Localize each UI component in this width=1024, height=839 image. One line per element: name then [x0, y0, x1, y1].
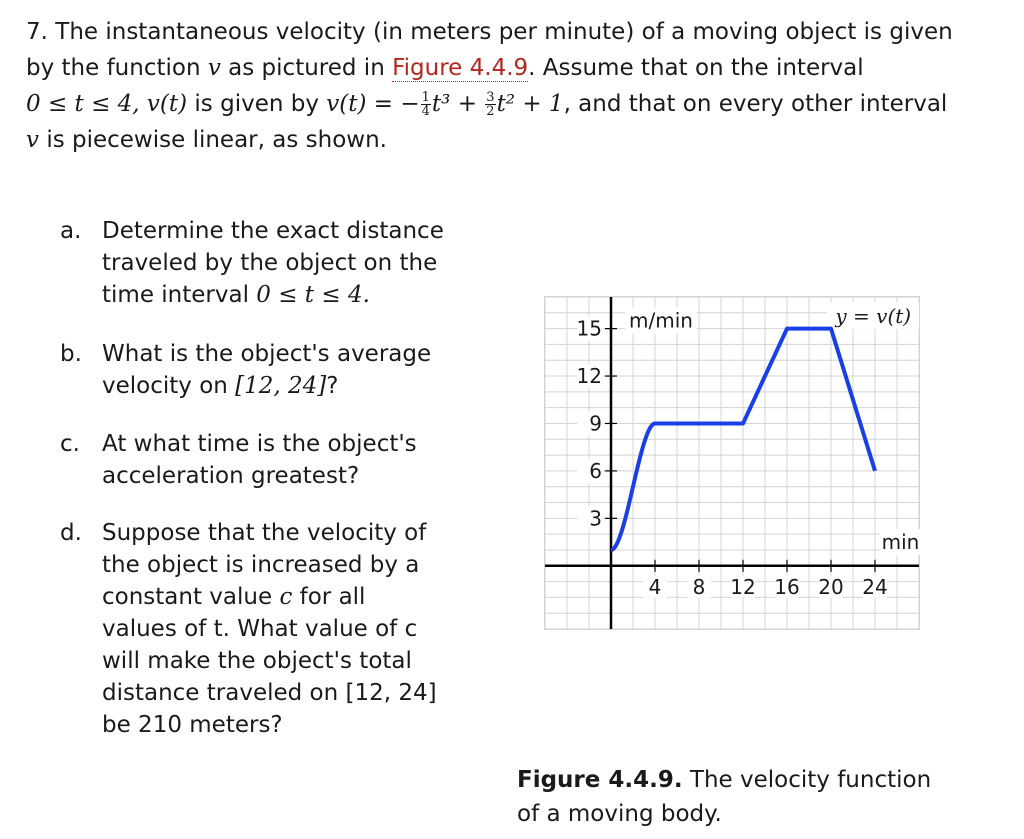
x-tick-label: 20	[818, 574, 844, 599]
x-axis-label: min	[881, 529, 920, 554]
problem-line-4	[26, 122, 986, 158]
y-tick-label: 6	[589, 458, 602, 483]
problem-text-2a: by the function	[26, 55, 201, 81]
problem-line-3	[26, 86, 986, 122]
question-label: d.	[60, 520, 82, 546]
x-tick-label: 8	[692, 574, 706, 599]
frac1-num: 1	[421, 90, 430, 105]
problem-statement	[26, 14, 986, 158]
problem-text-3a: is given by	[194, 91, 319, 117]
formula-part-a: v(t) = −	[326, 91, 420, 117]
question-after: for all values of t. What value of c will make the object's total distance traveled on [12, 24] be 210 meters?	[102, 584, 437, 738]
formula-part-c: t² + 1	[496, 91, 564, 117]
velocity-chart	[544, 296, 920, 630]
y-tick-label: 3	[589, 506, 602, 531]
problem-text-4: is piecewise linear, as shown.	[46, 127, 387, 153]
frac1-den: 4	[421, 104, 430, 119]
x-tick-label: 4	[648, 574, 662, 599]
question-label: a.	[60, 218, 82, 244]
fraction-1-4	[421, 91, 431, 118]
function-var-2: v	[26, 127, 39, 153]
y-tick-label: 15	[576, 316, 602, 341]
problem-text-1: The instantaneous velocity (in meters per minute) of a moving object is given	[55, 19, 953, 45]
x-tick-label: 16	[774, 574, 800, 599]
figure-caption	[517, 763, 957, 831]
problem-text-3b: , and that on every other interval	[563, 91, 948, 117]
question-text: Determine the exact distance traveled by the object on the time interval	[102, 218, 444, 308]
problem-text-2c: . Assume that on the interval	[528, 55, 864, 81]
question-math: [12, 24]	[235, 373, 327, 399]
formula-part-b: t³ +	[431, 91, 477, 117]
y-axis-label: m/min	[629, 308, 693, 333]
question-math: c	[279, 584, 293, 610]
function-label: y = v(t)	[835, 304, 912, 328]
x-tick-label: 24	[862, 574, 888, 599]
y-tick-label: 9	[589, 411, 602, 436]
question-text: Suppose that the velocity of the object is increased by a constant value	[102, 520, 427, 610]
figure-link[interactable]: Figure 4.4.9	[392, 55, 529, 81]
y-tick-label: 12	[576, 364, 602, 389]
interval-math: 0 ≤ t ≤ 4, v(t)	[26, 91, 188, 117]
problem-number: 7.	[26, 19, 48, 45]
fraction-3-2	[485, 91, 495, 118]
question-text: At what time is the object's acceleration greatest?	[102, 431, 417, 489]
x-tick-label: 12	[730, 574, 756, 599]
problem-line-1	[26, 14, 986, 50]
question-after: ?	[326, 373, 339, 399]
problem-line-2	[26, 50, 986, 86]
question-text: What is the object's average velocity on	[102, 341, 432, 399]
function-var: v	[207, 55, 221, 81]
caption-label: Figure 4.4.9.	[517, 767, 683, 793]
frac2-num: 3	[486, 90, 495, 105]
problem-text-2b: as pictured in	[228, 55, 385, 81]
caption-text: The velocity function of a moving body.	[517, 767, 932, 827]
frac2-den: 2	[486, 104, 495, 119]
question-label: c.	[60, 431, 80, 457]
question-label: b.	[60, 341, 82, 367]
question-math: 0 ≤ t ≤ 4.	[256, 282, 370, 308]
